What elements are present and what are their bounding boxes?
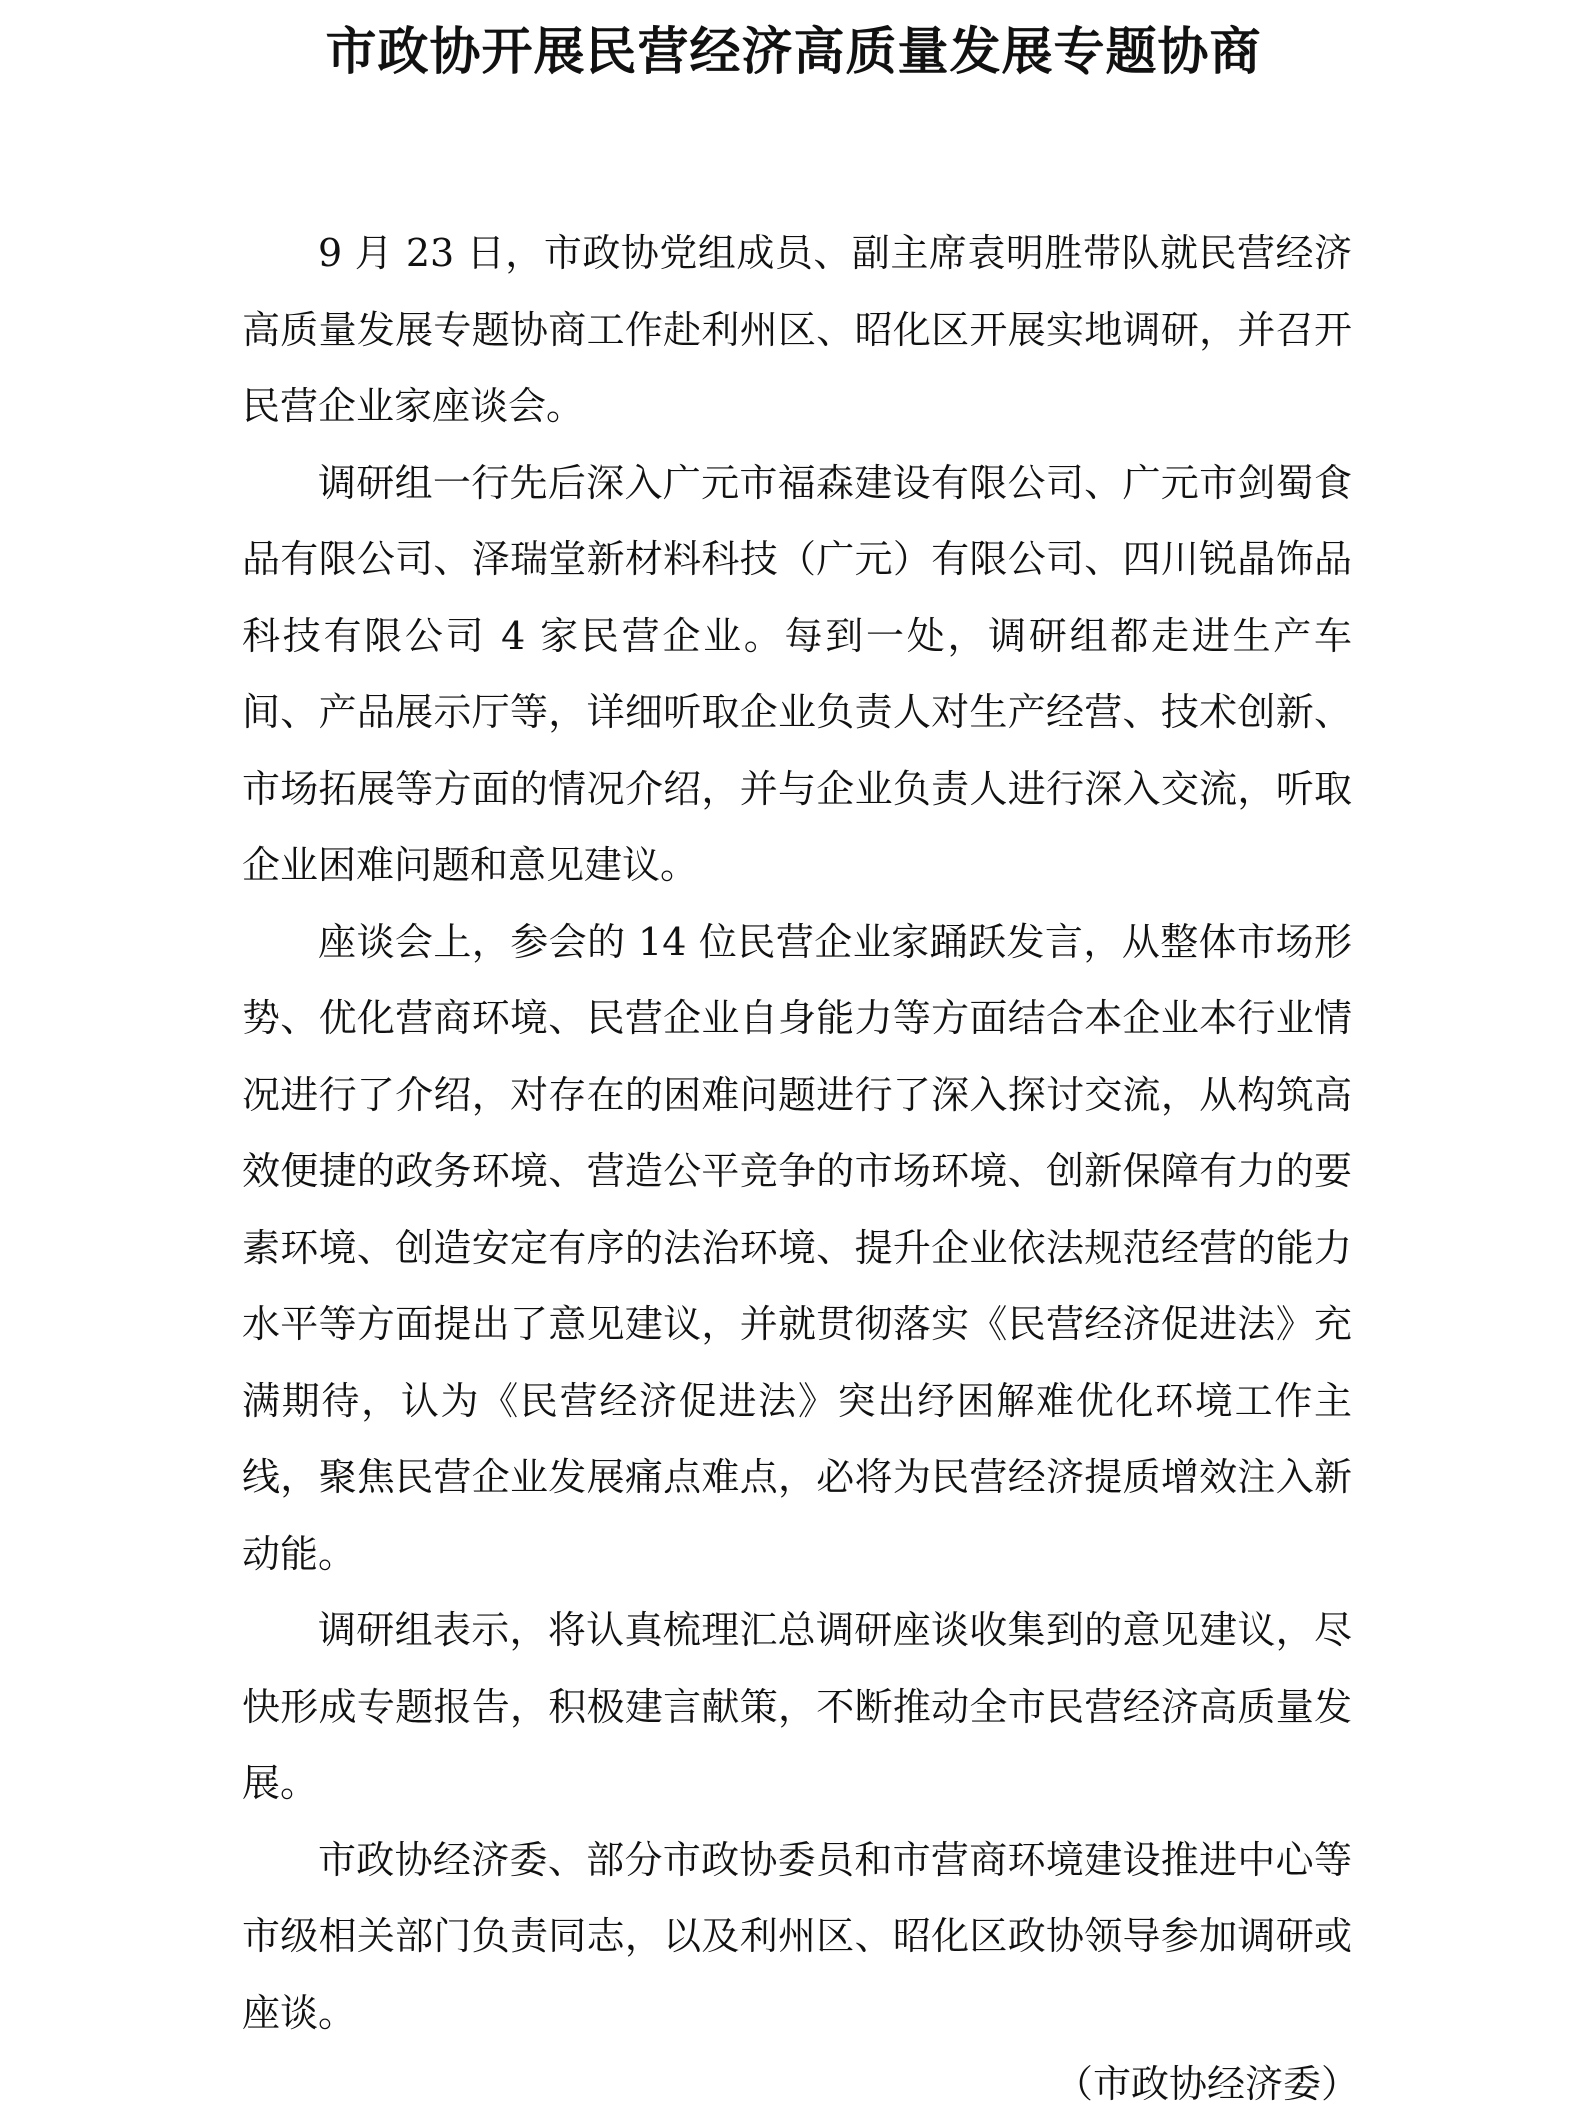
paragraph-4: 调研组表示，将认真梳理汇总调研座谈收集到的意见建议，尽快形成专题报告，积极建言献策，不断推动全市民营经济高质量发展。 [242, 1608, 1352, 1805]
paragraph-5: 市政协经济委、部分市政协委员和市营商环境建设推进中心等市级相关部门负责同志，以及利州区、昭化区政协领导参加调研或座谈。 [242, 1837, 1352, 2035]
paragraph-2: 调研组一行先后深入广元市福森建设有限公司、广元市剑蜀食品有限公司、泽瑞堂新材料科技（广元）有限公司、四川锐晶饰品科技有限公司 4 家民营企业。每到一处，调研组都走进生产车间、产品展示厅等，详细听取企业负责人对生产经营、技术创新、市场拓展等方面的情况介绍，并与企业负责人进行深入交流，听取企业困难问题和意见建议。 [242, 460, 1352, 887]
article-body [242, 215, 1352, 2051]
paragraph-1: 9 月 23 日，市政协党组成员、副主席袁明胜带队就民营经济高质量发展专题协商工作赴利州区、昭化区开展实地调研，并召开民营企业家座谈会。 [242, 231, 1352, 428]
article-source: （市政协经济委） [1054, 2062, 1359, 2106]
paragraph-3: 座谈会上，参会的 14 位民营企业家踊跃发言，从整体市场形势、优化营商环境、民营企业自身能力等方面结合本企业本行业情况进行了介绍，对存在的困难问题进行了深入探讨交流，从构筑高效便捷的政务环境、营造公平竞争的市场环境、创新保障有力的要素环境、创造安定有序的法治环境、提升企业依法规范经营的能力水平等方面提出了意见建议，并就贯彻落实《民营经济促进法》充满期待，认为《民营经济促进法》突出纾困解难优化环境工作主线，聚焦民营企业发展痛点难点，必将为民营经济提质增效注入新动能。 [242, 919, 1352, 1576]
article-title: 市政协开展民营经济高质量发展专题协商 [325, 22, 1262, 82]
